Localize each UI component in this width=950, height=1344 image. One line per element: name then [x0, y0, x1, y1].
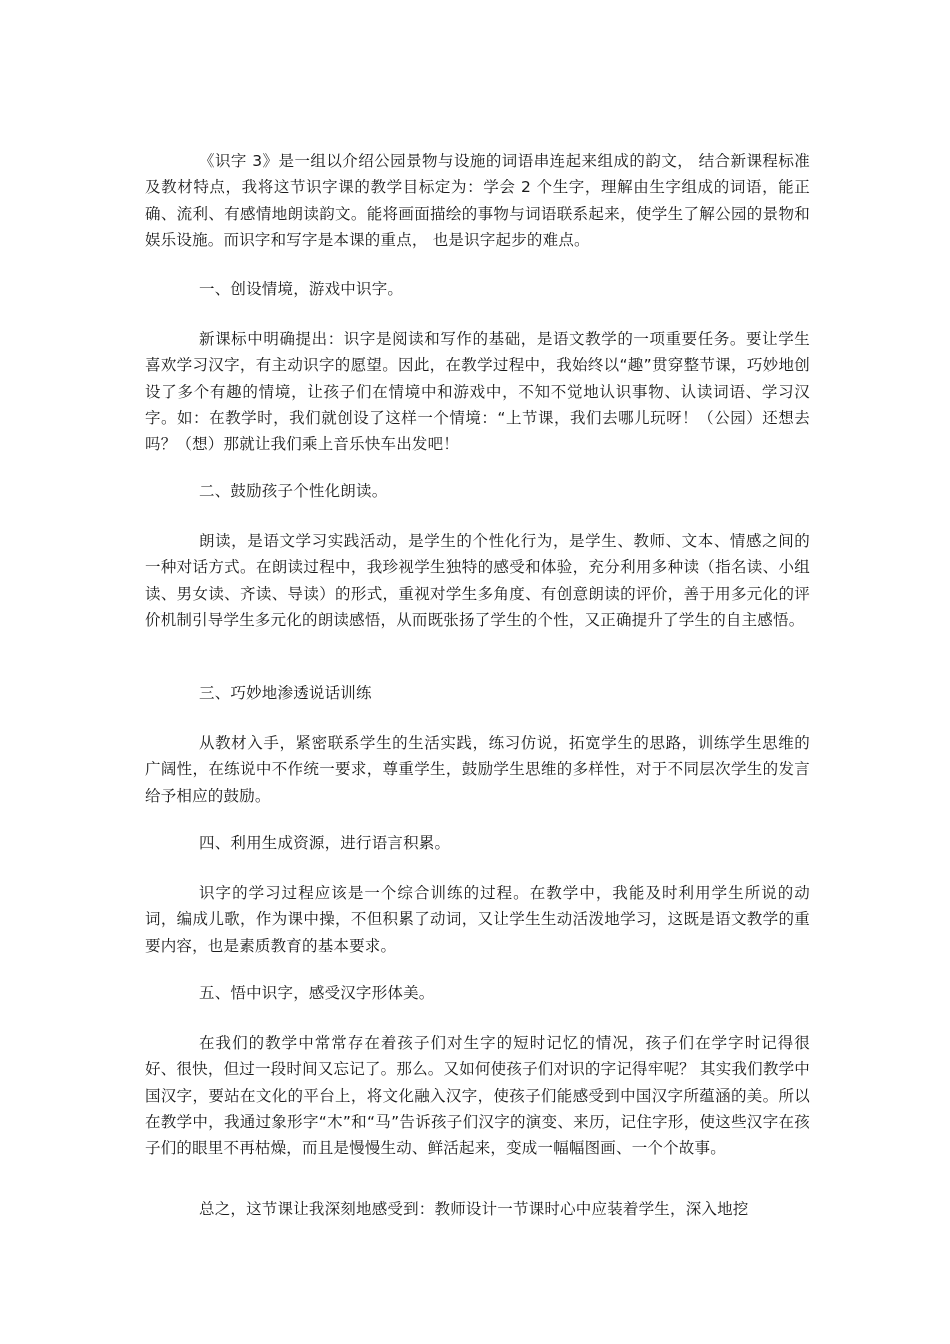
- section-heading-1: 一、创设情境，游戏中识字。: [199, 280, 404, 298]
- section-paragraph-4: 识字的学习过程应该是一个综合训练的过程。在教学中，我能及时利用学生所说的动词，编成儿歌，作为课中操，不但积累了动词，又让学生生动活泼地学习，这既是语文教学的重要内容，也是素质教育的基本要求。: [145, 884, 810, 955]
- closing-paragraph: 总之，这节课让我深刻地感受到：教师设计一节课时心中应装着学生，深入地挖: [199, 1200, 749, 1218]
- intro-paragraph: 《识字 3》是一组以介绍公园景物与设施的词语串连起来组成的韵文， 结合新课程标准及教材特点，我将这节识字课的教学目标定为：学会 2 个生字，理解由生字组成的词语，能正确、流利、有感情地朗读韵文。能将画面描绘的事物与词语联系起来，使学生了解公园的景物和娱乐设施。而识字和写字是本课的重点， 也是识字起步的难点。: [145, 152, 810, 249]
- section-heading-4: 四、利用生成资源，进行语言积累。: [199, 834, 451, 852]
- section-paragraph-3: 从教材入手，紧密联系学生的生活实践，练习仿说，拓宽学生的思路，训练学生思维的广阔性，在练说中不作统一要求，尊重学生，鼓励学生思维的多样性，对于不同层次学生的发言给予相应的鼓励。: [145, 734, 810, 805]
- section-paragraph-2: 朗读，是语文学习实践活动，是学生的个性化行为，是学生、教师、文本、情感之间的一种对话方式。在朗读过程中，我珍视学生独特的感受和体验，充分利用多种读（指名读、小组读、男女读、齐读、导读）的形式，重视对学生多角度、有创意朗读的评价，善于用多元化的评价机制引导学生多元化的朗读感悟，从而既张扬了学生的个性，又正确提升了学生的自主感悟。: [145, 532, 810, 629]
- section-heading-2: 二、鼓励孩子个性化朗读。: [199, 482, 388, 500]
- section-paragraph-1: 新课标中明确提出：识字是阅读和写作的基础，是语文教学的一项重要任务。要让学生喜欢学习汉字，有主动识字的愿望。因此，在教学过程中，我始终以“趣”贯穿整节课，巧妙地创设了多个有趣的情境，让孩子们在情境中和游戏中，不知不觉地认识事物、认读词语、学习汉字。如：在教学时，我们就创设了这样一个情境：“上节课，我们去哪儿玩呀！（公园）还想去吗？（想）那就让我们乘上音乐快车出发吧！: [145, 330, 810, 454]
- section-paragraph-5: 在我们的教学中常常存在着孩子们对生字的短时记忆的情况，孩子们在学字时记得很好、很快，但过一段时间又忘记了。那么。又如何使孩子们对识的字记得牢呢？ 其实我们教学中国汉字，要站在文化的平台上，将文化融入汉字，使孩子们能感受到中国汉字所蕴涵的美。所以在教学中，我通过象形字“木”和“马”告诉孩子们汉字的演变、来历，记住字形，使这些汉字在孩子们的眼里不再枯燥，而且是慢慢生动、鲜活起来，变成一幅幅图画、一个个故事。: [145, 1034, 810, 1158]
- section-heading-3: 三、巧妙地渗透说话训练: [199, 684, 372, 702]
- section-heading-5: 五、悟中识字，感受汉字形体美。: [199, 984, 435, 1002]
